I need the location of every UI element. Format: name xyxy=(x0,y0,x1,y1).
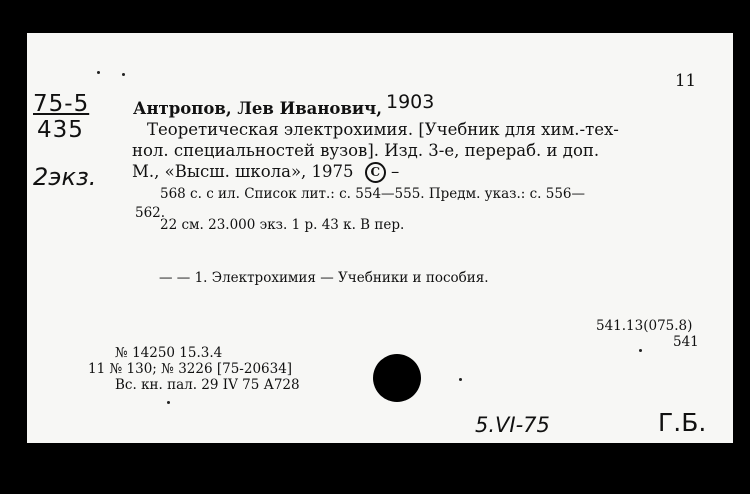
dust-speck xyxy=(122,73,125,76)
birth-year-handwritten: 1903 xyxy=(386,91,435,113)
imprint-dash: – xyxy=(391,162,400,181)
author-heading: Антропов, Лев Иванович, xyxy=(133,99,382,118)
initials-handwritten: Г.Б. xyxy=(658,408,707,437)
copyright-icon: C xyxy=(365,162,386,183)
punch-hole xyxy=(373,354,421,402)
date-note-handwritten: 5.VI-75 xyxy=(475,413,550,437)
shelfmark-top: 75-5 xyxy=(33,91,90,117)
title-line-2: нол. специальностей вузов]. Изд. 3-е, перераб. и доп. xyxy=(132,141,600,160)
imprint: М., «Высш. школа», 1975 xyxy=(132,162,354,181)
stat-line-2: 11 № 130; № 3226 [75-20634] xyxy=(88,361,293,377)
dust-speck xyxy=(639,349,642,352)
subject-heading: — — 1. Электрохимия — Учебники и пособия. xyxy=(159,270,489,286)
format-line: 22 см. 23.000 экз. 1 р. 43 к. В пер. xyxy=(160,217,405,233)
stat-line-3: Вс. кн. пал. 29 IV 75 А728 xyxy=(115,377,300,393)
bbk-number: 541 xyxy=(673,334,699,350)
corner-number: 11 xyxy=(675,71,696,90)
title-line-1: Теоретическая электрохимия. [Учебник для хим.-тех- xyxy=(147,120,619,139)
udc-number: 541.13(075.8) xyxy=(596,318,693,334)
imprint-line xyxy=(132,162,399,183)
dust-speck xyxy=(97,71,100,74)
dust-speck xyxy=(459,378,462,381)
extent-line-2: 562. xyxy=(135,205,166,221)
stat-line-1: № 14250 15.3.4 xyxy=(115,345,223,361)
shelfmark-bottom: 435 xyxy=(37,117,84,143)
dust-speck xyxy=(167,401,170,404)
copies-note: 2экз. xyxy=(33,163,97,191)
extent-line-1: 568 с. с ил. Список лит.: с. 554—555. Предм. указ.: с. 556— xyxy=(160,186,586,202)
